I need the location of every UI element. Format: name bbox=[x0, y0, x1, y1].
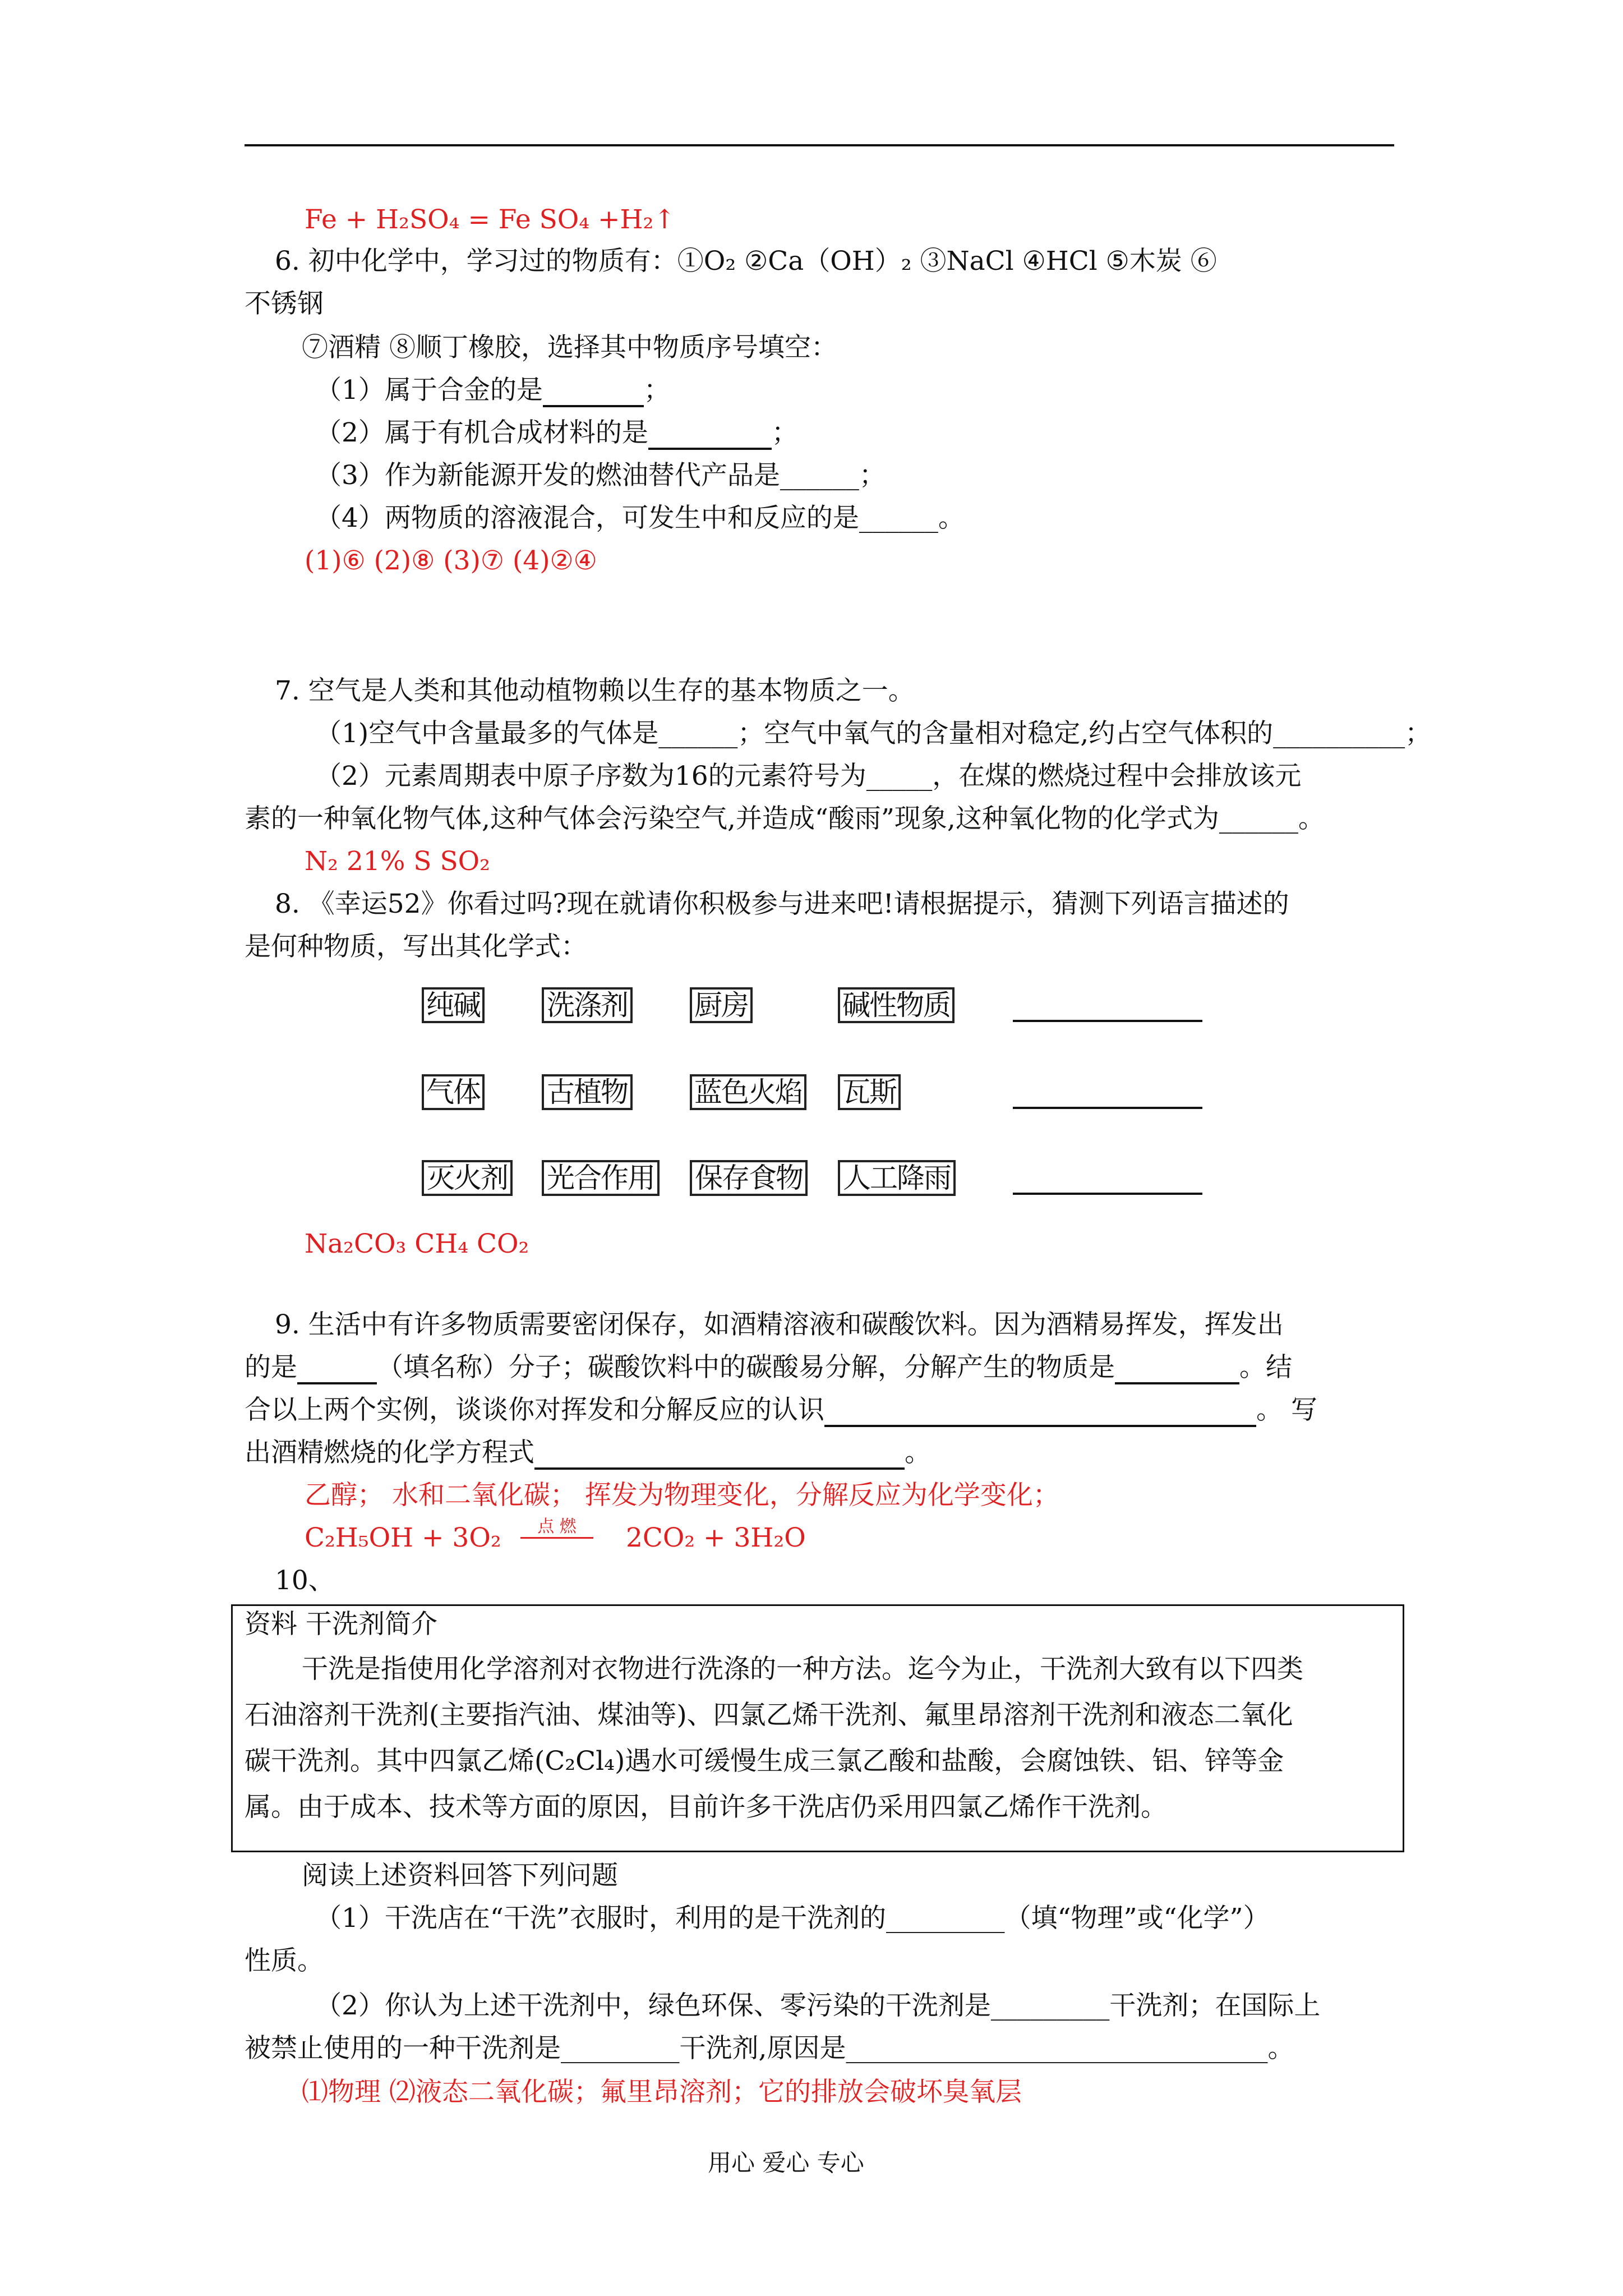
q10-box-line: 碳干洗剂。其中四氯乙烯(C₂Cl₄)遇水可缓慢生成三氯乙酸和盐酸，会腐蚀铁、铝、锌等金 bbox=[245, 1746, 1284, 1777]
q9-line4 bbox=[245, 1436, 931, 1470]
keyword-box: 人工降雨 bbox=[838, 1160, 956, 1196]
q6-part3: （3）作为新能源开发的燃油替代产品是______； bbox=[315, 460, 886, 491]
keyword-box: 纯碱 bbox=[422, 987, 485, 1023]
keyword-box: 气体 bbox=[422, 1074, 485, 1110]
q9-blank-4 bbox=[534, 1443, 905, 1470]
q10-number: 10、 bbox=[275, 1565, 335, 1596]
q6-part1-blank bbox=[543, 380, 644, 407]
q9-line4-b: 。 bbox=[905, 1437, 931, 1468]
q8-answer-line bbox=[1013, 1020, 1202, 1022]
q6-part2 bbox=[315, 416, 798, 450]
keyword-box: 光合作用 bbox=[542, 1160, 660, 1196]
q6-part2-end: ； bbox=[771, 417, 798, 448]
q6-part1 bbox=[315, 374, 670, 407]
q9-line2-c: 。结 bbox=[1239, 1352, 1292, 1383]
q10-read-prompt: 阅读上述资料回答下列问题 bbox=[302, 1860, 618, 1891]
keyword-box: 洗涤剂 bbox=[542, 987, 633, 1023]
q9-line3-b: 。 写 bbox=[1256, 1395, 1317, 1425]
q9-blank-2 bbox=[1115, 1358, 1239, 1384]
q8-line1: 8. 《幸运52》你看过吗?现在就请你积极参与进来吧!请根据提示，猜测下列语言描述的 bbox=[275, 889, 1289, 919]
q9-line2 bbox=[245, 1351, 1292, 1384]
q9-equation-condition bbox=[520, 1518, 593, 1539]
q10-box-line: 石油溶剂干洗剂(主要指汽油、煤油等)、四氯乙烯干洗剂、氟里昂溶剂干洗剂和液态二氧化 bbox=[245, 1700, 1293, 1731]
q9-blank-1 bbox=[297, 1358, 377, 1384]
keyword-box: 瓦斯 bbox=[838, 1074, 901, 1110]
q6-intro-line1: 6. 初中化学中，学习过的物质有：①O₂ ②Ca（OH）₂ ③NaCl ④HCl ⑤木炭 ⑥ bbox=[275, 246, 1217, 277]
keyword-box: 灭火剂 bbox=[422, 1160, 513, 1196]
q8-line2: 是何种物质，写出其化学式： bbox=[245, 931, 587, 962]
keyword-box: 厨房 bbox=[690, 987, 753, 1023]
q10-box-line: 属。由于成本、技术等方面的原因，目前许多干洗店仍采用四氯乙烯作干洗剂。 bbox=[245, 1792, 1167, 1823]
q6-part1-text: （1）属于合金的是 bbox=[315, 375, 543, 406]
q6-answer: (1)⑥ (2)⑧ (3)⑦ (4)②④ bbox=[305, 545, 597, 576]
q6-part1-end: ； bbox=[643, 375, 670, 406]
q9-blank-3 bbox=[824, 1400, 1256, 1427]
q7-line2: （1)空气中含量最多的气体是______；空气中氧气的含量相对稳定,约占空气体积的__________； bbox=[315, 718, 1432, 749]
page-footer: 用心 爱心 专心 bbox=[708, 2149, 864, 2177]
q5-equation: Fe + H₂SO₄ = Fe SO₄ +H₂↑ bbox=[305, 204, 676, 235]
keyword-box: 蓝色火焰 bbox=[690, 1074, 806, 1110]
q6-intro-line3: ⑦酒精 ⑧顺丁橡胶，选择其中物质序号填空： bbox=[302, 332, 837, 363]
q9-line1: 9. 生活中有许多物质需要密闭保存，如酒精溶液和碳酸饮料。因为酒精易挥发，挥发出 bbox=[275, 1309, 1284, 1340]
keyword-box: 古植物 bbox=[542, 1074, 633, 1110]
q9-line3 bbox=[245, 1393, 1317, 1427]
q9-line4-a: 出酒精燃烧的化学方程式 bbox=[245, 1437, 534, 1468]
q10-q1-line2: 性质。 bbox=[245, 1945, 324, 1976]
q7-line3: （2）元素周期表中原子序数为16的元素符号为_____，在煤的燃烧过程中会排放该元 bbox=[315, 761, 1302, 792]
q6-part2-blank bbox=[648, 423, 772, 450]
q6-intro-line2: 不锈钢 bbox=[245, 288, 324, 319]
reaction-arrow-line bbox=[520, 1537, 593, 1539]
q9-line2-a: 的是 bbox=[245, 1352, 297, 1383]
q9-line3-a: 合以上两个实例，谈谈你对挥发和分解反应的认识 bbox=[245, 1395, 824, 1425]
q10-box-title: 资料 干洗剂简介 bbox=[245, 1609, 437, 1640]
q7-line4: 素的一种氧化物气体,这种气体会污染空气,并造成“酸雨”现象,这种氧化物的化学式为______。 bbox=[245, 803, 1325, 834]
q7-line1: 7. 空气是人类和其他动植物赖以生存的基本物质之一。 bbox=[275, 675, 915, 706]
keyword-box: 保存食物 bbox=[690, 1160, 808, 1196]
q6-part4: （4）两物质的溶液混合，可发生中和反应的是______。 bbox=[315, 503, 965, 533]
q8-answer-line bbox=[1013, 1107, 1202, 1109]
q8-answer-line bbox=[1013, 1193, 1202, 1195]
q10-box-line: 干洗是指使用化学溶剂对衣物进行洗涤的一种方法。迄今为止，干洗剂大致有以下四类 bbox=[302, 1654, 1303, 1685]
q10-q2-line1: （2）你认为上述干洗剂中，绿色环保、零污染的干洗剂是_________干洗剂；在国际上 bbox=[315, 1990, 1321, 2021]
q9-line2-b: （填名称）分子；碳酸饮料中的碳酸易分解，分解产生的物质是 bbox=[377, 1352, 1115, 1383]
condition-label: 点 燃 bbox=[537, 1517, 577, 1536]
q6-part2-text: （2）属于有机合成材料的是 bbox=[315, 417, 648, 448]
keyword-box: 碱性物质 bbox=[838, 987, 955, 1023]
q10-q2-line2: 被禁止使用的一种干洗剂是_________干洗剂,原因是________________________________。 bbox=[245, 2033, 1294, 2064]
header-rule bbox=[245, 144, 1394, 146]
q9-answer: 乙醇； 水和二氧化碳； 挥发为物理变化，分解反应为化学变化； bbox=[305, 1480, 1059, 1511]
q10-q1-line1: （1）干洗店在“干洗”衣服时，利用的是干洗剂的_________（填“物理”或“化学”） bbox=[315, 1903, 1270, 1934]
q10-answer: ⑴物理 ⑵液态二氧化碳；氟里昂溶剂；它的排放会破坏臭氧层 bbox=[302, 2077, 1022, 2108]
q8-answer: Na₂CO₃ CH₄ CO₂ bbox=[305, 1228, 529, 1259]
q9-equation-right: 2CO₂ + 3H₂O bbox=[626, 1522, 806, 1553]
q9-equation-left: C₂H₅OH + 3O₂ bbox=[305, 1522, 501, 1553]
q7-answer: N₂ 21% S SO₂ bbox=[305, 846, 491, 877]
